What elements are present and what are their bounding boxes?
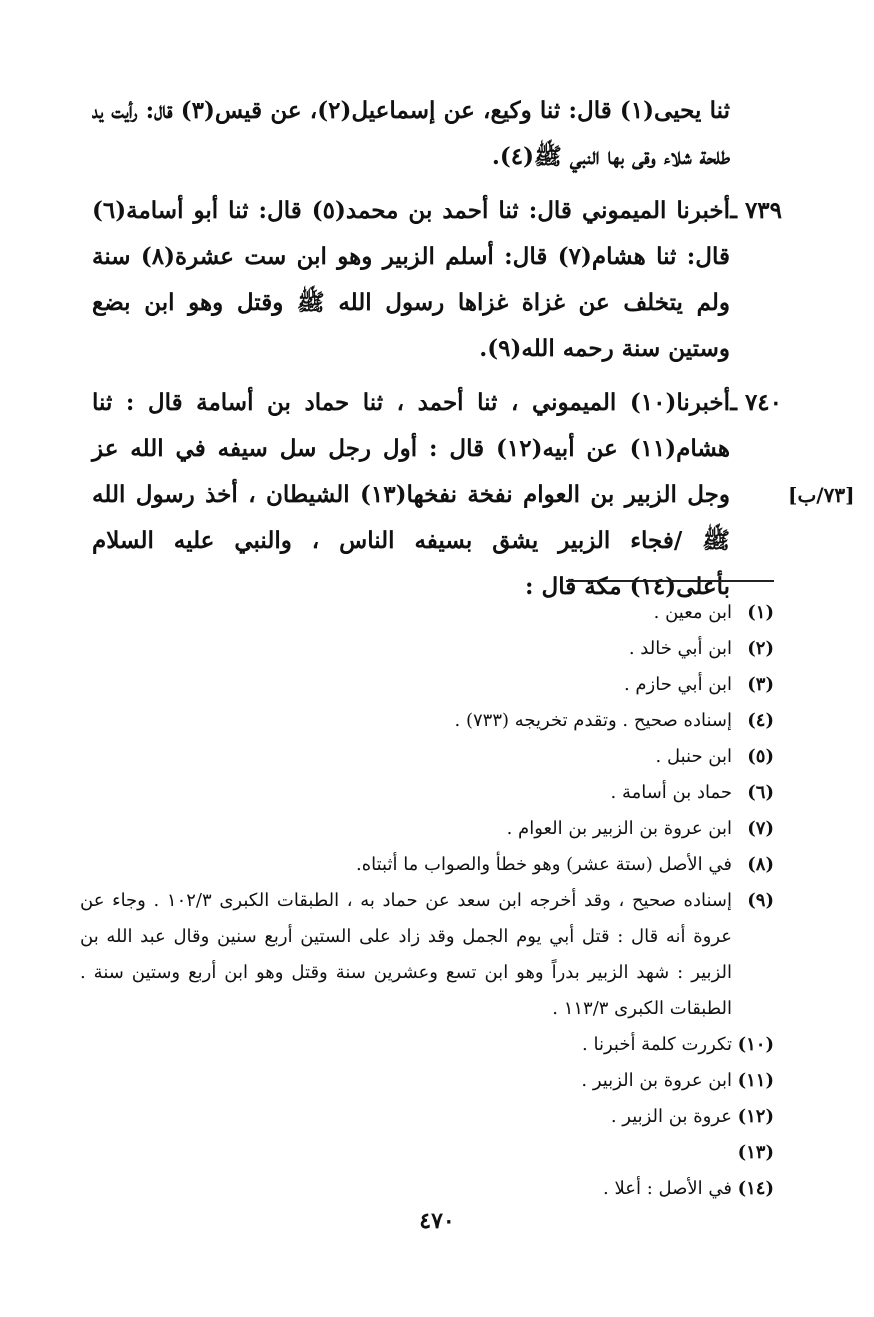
footnote-text: ابن أبي خالد . (628, 638, 732, 659)
footnote (80, 1063, 774, 1099)
footnote (80, 1171, 774, 1207)
footnote-text: إسناده صحيح . وتقدم تخريجه (٧٣٣) . (454, 710, 732, 731)
entry-text: أخبرنا الميموني قال: ثنا أحمد بن محمد(٥) قال: ثنا أبو أسامة(٦) قال: ثنا هشام(٧) قال: أسلم الزبير وهو ابن ست عشرة(٨) سنة ولم يتخلف عن غزاة غزاها رسول الله ﷺ وقتل وهو ابن بضع وستين سنة رحمه الله(٩). (92, 197, 731, 362)
page-number: ٤٧٠ (419, 1208, 455, 1234)
footnote-number: (١٢) (737, 1106, 774, 1127)
footnote-number: (١١) (737, 1070, 774, 1091)
footnote-number: (٥) (747, 746, 774, 767)
footnote (80, 1099, 774, 1135)
footnote-text: ابن عروة بن الزبير بن العوام . (506, 818, 732, 839)
footnote-text: إسناده صحيح ، وقد أخرجه ابن سعد عن حماد به ، الطبقات الكبرى ١٠٢/٣ . وجاء عن عروة أنه قال : قتل أبي يوم الجمل وقد زاد على الستين أربع سنين وقال عبد الله بن الزبير : شهد الزبير بدراً وهو ابن تسع وعشرين سنة وقتل وهو ابن أربع وستين سنة . الطبقات الكبرى ١١٣/٣ . (80, 890, 732, 1019)
footnote (80, 883, 774, 1027)
footnote-text: ابن معين . (653, 602, 732, 623)
hadith-entry-739 (92, 188, 782, 372)
footnote-number: (٢) (747, 638, 774, 659)
footnote (80, 775, 774, 811)
footnote (80, 631, 774, 667)
footnote-number: (١٤) (737, 1178, 774, 1199)
entry-number: ٧٣٩ ـ (730, 197, 783, 224)
main-text (92, 88, 782, 618)
entry-number: ٧٤٠ ـ (730, 389, 782, 416)
footnote-text: عروة بن الزبير . (610, 1106, 732, 1127)
footnote-number: (٧) (747, 818, 774, 839)
footnote-number: (٩) (747, 890, 774, 911)
manuscript-folio-reference: [٧٣/ب] (788, 483, 855, 507)
footnote (80, 1135, 774, 1171)
footnote (80, 811, 774, 847)
footnote-number: (١٠) (737, 1034, 774, 1055)
footnote (80, 703, 774, 739)
hadith-entry-740 (92, 380, 782, 610)
footnote-number: (٨) (747, 854, 774, 875)
footnote-divider (566, 580, 774, 582)
entry-text: أخبرنا(١٠) الميموني ، ثنا أحمد ، ثنا حماد بن أسامة قال : ثنا هشام(١١) عن أبيه(١٢) قال : أول رجل سل سيفه في الله عز وجل الزبير بن العوام نفخة نفخها(١٣) الشيطان ، أخذ رسول الله ﷺ /فجاء الزبير يشق بسيفه الناس ، والنبي عليه السلام بأعلى(١٤) مكة قال : (92, 389, 730, 600)
footnote-text: ابن عروة بن الزبير . (581, 1070, 732, 1091)
footnotes-list (80, 595, 774, 1207)
footnote-number: (٦) (747, 782, 774, 803)
footnote-text: ابن حنبل . (655, 746, 732, 767)
footnote-text: ابن أبي حازم . (623, 674, 732, 695)
footnote-text: في الأصل : أعلا . (603, 1178, 732, 1199)
footnote (80, 1027, 774, 1063)
footnote (80, 847, 774, 883)
footnote-number: (٤) (747, 710, 774, 731)
footnote (80, 739, 774, 775)
footnote-number: (٣) (747, 674, 774, 695)
footnote-text: حماد بن أسامة . (610, 782, 732, 803)
footnote-text: تكررت كلمة أخبرنا . (582, 1034, 732, 1055)
footnote-text: في الأصل (ستة عشر) وهو خطأ والصواب ما أثبتاه. (355, 854, 732, 875)
footnote (80, 667, 774, 703)
footnote (80, 595, 774, 631)
continuation-paragraph: ثنا يحيى(١) قال: ثنا وكيع، عن إسماعيل(٢)، عن قيس(٣) قال: رأيت يد طلحة شلاء وقى بها النبي ﷺ(٤). (92, 97, 730, 170)
footnote-number: (١) (747, 602, 774, 623)
footnote-number: (١٣) (737, 1142, 774, 1163)
